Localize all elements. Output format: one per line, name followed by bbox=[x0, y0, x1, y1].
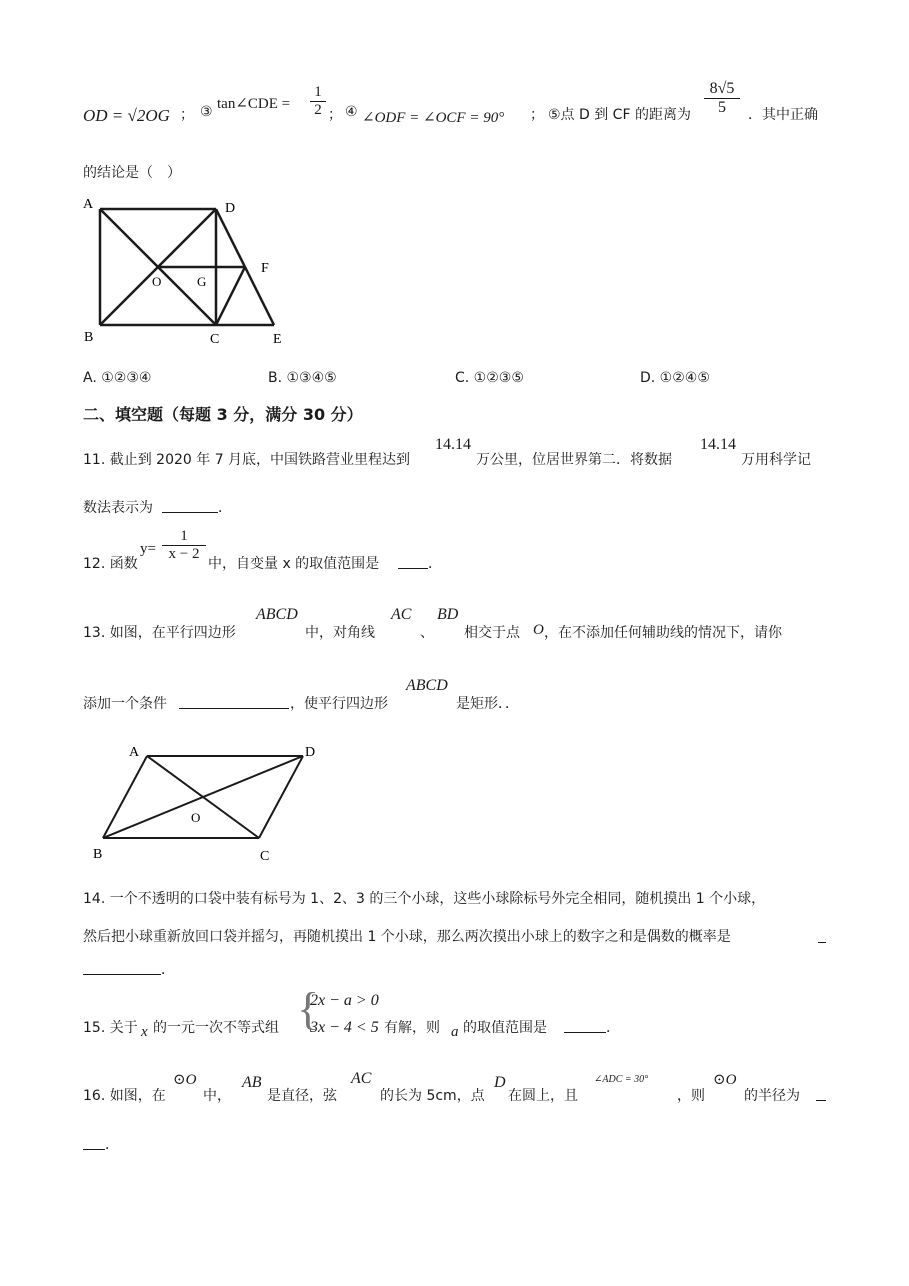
semicolon: ； bbox=[530, 107, 544, 123]
q12-fraction bbox=[162, 528, 206, 563]
fraction-one-half bbox=[310, 84, 326, 119]
circled-four: ④ bbox=[345, 104, 358, 120]
q14-line1: 14. 一个不透明的口袋中装有标号为 1、2、3 的三个小球，这些小球除标号外完全相同，随机摸出 1 个小球， bbox=[83, 891, 766, 907]
q15-text-part1: 15. 关于 bbox=[83, 1020, 138, 1036]
q11-text-part1: 11. 截止到 2020 年 7 月底，中国铁路营业里程达到 bbox=[83, 452, 411, 468]
numerator: 1 bbox=[180, 528, 188, 544]
numerator: 1 bbox=[314, 84, 322, 100]
q15-inequality-2: 3x − 4 < 5 bbox=[310, 1019, 379, 1036]
statement-tail: ．其中正确 bbox=[748, 107, 818, 123]
q16-text-part2: 中， bbox=[203, 1088, 231, 1104]
semicolon: ； bbox=[328, 107, 342, 123]
q16-d: D bbox=[494, 1074, 506, 1091]
q16-answer-blank-tail[interactable] bbox=[816, 1099, 826, 1101]
q13-line2-b: ，使平行四边形 bbox=[290, 696, 388, 712]
q11-number-2: 14.14 bbox=[700, 436, 736, 453]
q15-inequality-1: 2x − a > 0 bbox=[310, 992, 379, 1009]
label-d: D bbox=[225, 201, 236, 216]
circled-three: ③ bbox=[200, 104, 213, 120]
q12-text-part2: 中，自变量 x 的取值范围是 bbox=[208, 556, 380, 572]
q15-text-part2: 的一元一次不等式组 bbox=[153, 1020, 279, 1036]
q16-text-part7: 的半径为 bbox=[744, 1088, 800, 1104]
formula-tan: tan∠CDE = bbox=[217, 96, 291, 112]
q13-line2-a: 添加一个条件 bbox=[83, 696, 167, 712]
option-b[interactable]: B. ①③④⑤ bbox=[268, 370, 337, 386]
formula-od: OD = √2OG bbox=[83, 106, 170, 125]
q16-angle: ∠ADC = 30° bbox=[594, 1074, 649, 1085]
q16-text-part3: 是直径，弦 bbox=[267, 1088, 337, 1104]
label-e: E bbox=[273, 332, 282, 347]
q16-circle-o: ⊙O bbox=[173, 1072, 197, 1088]
q11-line2: 数法表示为 bbox=[83, 500, 153, 516]
option-d[interactable]: D. ①②④⑤ bbox=[640, 370, 710, 386]
q13-text-part2: 中，对角线 bbox=[305, 625, 375, 641]
q16-ac: AC bbox=[351, 1070, 372, 1087]
option-c[interactable]: C. ①②③⑤ bbox=[455, 370, 524, 386]
diagonal-bd bbox=[103, 756, 303, 838]
section-title: 二、填空题（每题 3 分，满分 30 分） bbox=[83, 405, 363, 424]
q13-line2-c: 是矩形．． bbox=[456, 696, 519, 712]
q11-text-part2: 万公里，位居世界第二．将数据 bbox=[476, 452, 672, 468]
question-conclusion-line: 的结论是（ ） bbox=[83, 165, 181, 181]
fraction-distance bbox=[704, 80, 740, 117]
label-c: C bbox=[210, 332, 220, 347]
q12-answer-blank[interactable] bbox=[398, 567, 428, 569]
q15-end: ． bbox=[606, 1020, 620, 1036]
q13-abcd-2: ABCD bbox=[406, 677, 448, 694]
label-c: C bbox=[260, 849, 270, 864]
statement-five: ⑤点 D 到 CF 的距离为 bbox=[548, 107, 691, 123]
label-o: O bbox=[191, 810, 201, 825]
q16-ab: AB bbox=[242, 1074, 262, 1091]
label-f: F bbox=[261, 261, 269, 276]
q16-circle-o-2: ⊙O bbox=[713, 1072, 737, 1088]
edge-dc bbox=[259, 756, 303, 838]
label-d: D bbox=[305, 745, 316, 760]
figure-parallelogram bbox=[85, 738, 325, 866]
q15-text-part4: 的取值范围是 bbox=[463, 1020, 547, 1036]
q16-end: ． bbox=[105, 1137, 119, 1153]
semicolon: ； bbox=[180, 107, 194, 123]
q13-ac: AC bbox=[391, 606, 412, 623]
q12-text-part1: 12. 函数 bbox=[83, 556, 138, 572]
q15-a: a bbox=[451, 1024, 459, 1040]
q14-line2: 然后把小球重新放回口袋并摇匀，再随机摸出 1 个小球，那么两次摸出小球上的数字之和是偶数的概率是 bbox=[83, 929, 731, 945]
numerator: 8√5 bbox=[709, 80, 735, 97]
q16-text-part4: 的长为 5cm，点 bbox=[380, 1088, 485, 1104]
label-g: G bbox=[197, 274, 207, 289]
q16-text-part1: 16. 如图，在 bbox=[83, 1088, 166, 1104]
q16-answer-blank[interactable] bbox=[83, 1148, 105, 1150]
q15-answer-blank[interactable] bbox=[564, 1031, 606, 1033]
q11-answer-blank[interactable] bbox=[162, 511, 218, 513]
q13-answer-blank[interactable] bbox=[179, 707, 289, 709]
q13-bd: BD bbox=[437, 606, 459, 623]
q13-separator: 、 bbox=[420, 625, 434, 641]
label-a: A bbox=[83, 197, 94, 212]
segment-cf bbox=[216, 267, 245, 325]
q13-text-part3: 相交于点 bbox=[464, 625, 520, 641]
q14-answer-blank-tail[interactable] bbox=[818, 941, 826, 943]
figure-square-triangle bbox=[80, 190, 300, 350]
denominator: 5 bbox=[718, 99, 726, 116]
q15-text-part3: 有解，则 bbox=[384, 1020, 440, 1036]
formula-angles: ∠ODF = ∠OCF = 90° bbox=[362, 110, 505, 126]
q12-end: ． bbox=[428, 556, 442, 572]
label-b: B bbox=[84, 330, 94, 345]
q13-text-part1: 13. 如图，在平行四边形 bbox=[83, 625, 236, 641]
label-b: B bbox=[93, 847, 103, 862]
q13-text-part4: ，在不添加任何辅助线的情况下，请你 bbox=[544, 625, 782, 641]
q14-end: ． bbox=[161, 962, 175, 978]
q13-o: O bbox=[533, 622, 544, 638]
q14-answer-blank[interactable] bbox=[83, 973, 161, 975]
q16-text-part6: ，则 bbox=[677, 1088, 705, 1104]
denominator: x − 2 bbox=[168, 546, 200, 562]
q16-text-part5: 在圆上，且 bbox=[508, 1088, 578, 1104]
option-a[interactable]: A. ①②③④ bbox=[83, 370, 152, 386]
q12-y-equals: y= bbox=[140, 541, 156, 557]
q11-end: ． bbox=[218, 500, 232, 516]
q11-number-1: 14.14 bbox=[435, 436, 471, 453]
label-o: O bbox=[152, 274, 162, 289]
label-a: A bbox=[129, 745, 140, 760]
q15-x: x bbox=[141, 1024, 148, 1040]
edge-ab bbox=[103, 756, 147, 838]
denominator: 2 bbox=[314, 102, 322, 118]
q13-abcd: ABCD bbox=[256, 606, 298, 623]
q11-text-part3: 万用科学记 bbox=[741, 452, 811, 468]
q15-brace: { bbox=[297, 983, 320, 1034]
